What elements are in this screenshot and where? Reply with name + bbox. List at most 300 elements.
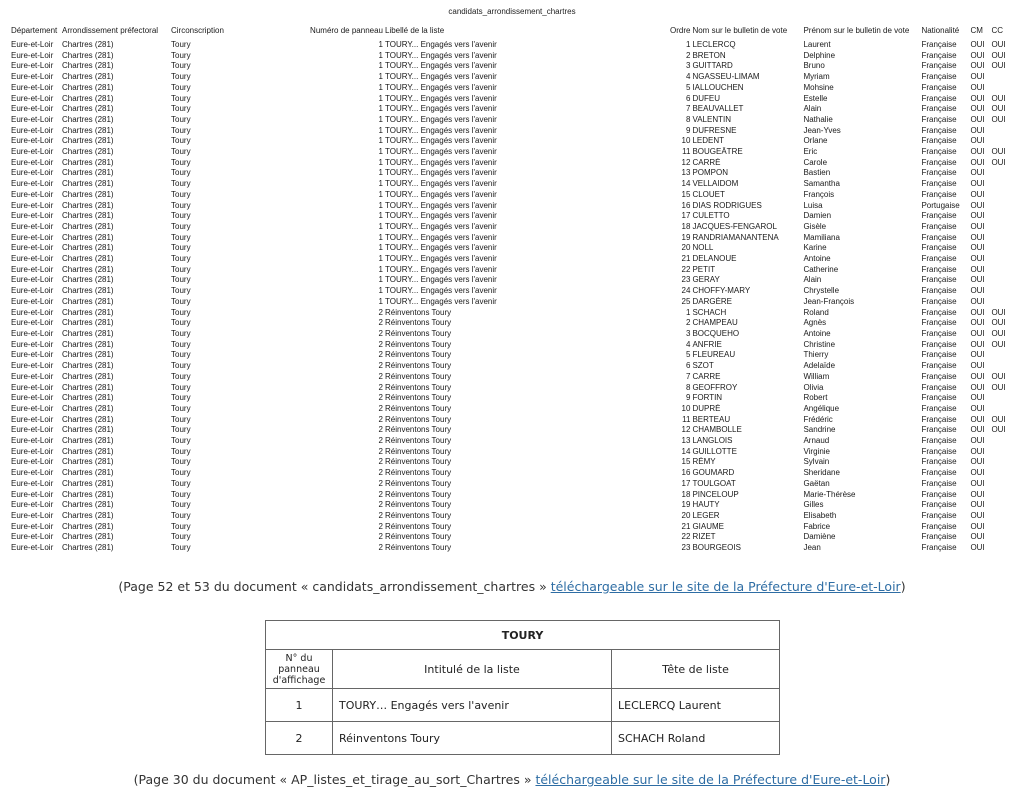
cell-nom: IALLOUCHEN [692,82,744,92]
cell-nationalite: Française [921,543,957,553]
cell-circonscription: Toury [171,543,191,553]
cell-cc: OUI [991,328,1006,338]
cell-ordre: 24 [681,286,691,296]
cell-cc [991,179,1011,190]
cell-cc [991,168,1011,179]
col-header-arrondissement: Arrondissement préfectoral [62,25,159,35]
cell-nationalite: Française [921,147,957,157]
cell-nom: RANDRIAMANANTENA [692,232,779,242]
cell-prenom: Antoine [803,254,831,264]
cell-departement: Eure-et-Loir [11,371,54,381]
cell-numero-panneau: 2 [378,446,383,456]
cell-nationalite: Française [921,114,957,124]
candidate-row [11,275,1011,286]
caption-1-suffix: ) [900,579,906,594]
cell-libelle-liste: Réinventons Toury [385,436,452,446]
candidates-header-row [11,25,1011,40]
prefecture-link-1[interactable]: téléchargeable sur le site de la Préfecture d'Eure-et-Loir [550,579,901,594]
cell-departement: Eure-et-Loir [11,211,54,221]
cell-libelle-liste: Réinventons Toury [385,307,452,317]
cell-ordre: 8 [686,382,691,392]
cell-numero-panneau: 2 [378,457,383,467]
cell-arrondissement: Chartres (281) [62,82,114,92]
cell-prenom: Frédéric [803,414,833,424]
cell-departement: Eure-et-Loir [11,543,54,553]
cell-prenom: Carole [803,157,828,167]
cell-departement: Eure-et-Loir [11,489,54,499]
cell-departement: Eure-et-Loir [11,275,54,285]
cell-nationalite: Française [921,446,957,456]
cell-ordre: 6 [686,361,691,371]
caption-2-text: (Page 30 du document « AP_listes_et_tirage_au_sort_Chartres » [133,772,536,787]
cell-numero-panneau: 2 [378,425,383,435]
cell-nom: RÉMY [692,457,716,467]
cell-ordre: 17 [681,478,691,488]
cell-prenom: Adelaïde [803,361,836,371]
toury-table-row [266,689,780,722]
cell-prenom: Eric [803,147,818,157]
cell-nom: NGASSEU-LIMAM [692,72,760,82]
cell-numero-panneau: 1 [378,232,383,242]
cell-libelle-liste: Réinventons Toury [385,361,452,371]
cell-nom: PETIT [692,264,716,274]
cell-arrondissement: Chartres (281) [62,275,114,285]
cell-departement: Eure-et-Loir [11,339,54,349]
cell-numero-panneau: 1 [378,157,383,167]
cell-libelle-liste: TOURY... Engagés vers l'avenir [385,104,497,114]
cell-numero-panneau: 2 [378,361,383,371]
cell-departement: Eure-et-Loir [11,189,54,199]
cell-numero-panneau: 1 [378,40,383,49]
cell-circonscription: Toury [171,61,191,71]
cell-libelle-liste: Réinventons Toury [385,350,452,360]
cell-cc: OUI [991,339,1006,349]
cell-cm: OUI [970,275,985,285]
candidate-row [11,72,1011,83]
cell-libelle-liste: Réinventons Toury [385,489,452,499]
cell-cc: OUI [991,157,1006,167]
col-header-ordre: Ordre [670,25,691,35]
cell-departement: Eure-et-Loir [11,382,54,392]
cell-cc: OUI [991,382,1006,392]
cell-circonscription: Toury [171,275,191,285]
cell-cm: OUI [970,200,985,210]
cell-arrondissement: Chartres (281) [62,179,114,189]
cell-circonscription: Toury [171,468,191,478]
cell-cc [991,479,1011,490]
cell-numero-panneau: 1 [378,61,383,71]
cell-numero-panneau: 1 [378,189,383,199]
panel-number: 1 [266,689,333,722]
cell-nationalite: Française [921,414,957,424]
candidate-row [11,201,1011,212]
cell-libelle-liste: TOURY... Engagés vers l'avenir [385,61,497,71]
cell-arrondissement: Chartres (281) [62,361,114,371]
candidate-row [11,115,1011,126]
cell-prenom: Chrystelle [803,286,840,296]
cell-nationalite: Française [921,211,957,221]
cell-departement: Eure-et-Loir [11,446,54,456]
cell-departement: Eure-et-Loir [11,318,54,328]
cell-numero-panneau: 2 [378,393,383,403]
cell-departement: Eure-et-Loir [11,403,54,413]
cell-ordre: 12 [681,425,691,435]
cell-numero-panneau: 2 [378,328,383,338]
cell-arrondissement: Chartres (281) [62,232,114,242]
col-header-departement: Département [11,25,58,35]
cell-nationalite: Française [921,393,957,403]
cell-departement: Eure-et-Loir [11,521,54,531]
cell-numero-panneau: 1 [378,200,383,210]
cell-cc: OUI [991,307,1006,317]
cell-numero-panneau: 1 [378,254,383,264]
cell-libelle-liste: TOURY... Engagés vers l'avenir [385,254,497,264]
cell-cm: OUI [970,136,985,146]
cell-nationalite: Française [921,189,957,199]
cell-ordre: 13 [681,436,691,446]
cell-circonscription: Toury [171,168,191,178]
cell-prenom: Karine [803,243,827,253]
cell-nationalite: Française [921,339,957,349]
cell-arrondissement: Chartres (281) [62,264,114,274]
cell-numero-panneau: 2 [378,510,383,520]
cell-prenom: Gilles [803,500,824,510]
cell-nom: PINCELOUP [692,489,739,499]
cell-departement: Eure-et-Loir [11,82,54,92]
cell-ordre: 19 [681,500,691,510]
cell-prenom: Delphine [803,50,836,60]
cell-nationalite: Française [921,318,957,328]
cell-departement: Eure-et-Loir [11,307,54,317]
cell-nom: DARGÈRE [692,296,733,306]
cell-nom: FORTIN [692,393,723,403]
col-header-circonscription: Circonscription [171,25,224,35]
cell-nom: DELANOUE [692,254,737,264]
cell-departement: Eure-et-Loir [11,50,54,60]
cell-ordre: 5 [686,82,691,92]
cell-cc [991,297,1011,308]
cell-ordre: 3 [686,328,691,338]
cell-nom: SZOT [692,361,714,371]
cell-libelle-liste: Réinventons Toury [385,510,452,520]
cell-cm: OUI [970,521,985,531]
cell-cc: OUI [991,114,1006,124]
cell-departement: Eure-et-Loir [11,221,54,231]
candidate-row [11,383,1011,394]
cell-circonscription: Toury [171,243,191,253]
candidate-row [11,190,1011,201]
cell-libelle-liste: TOURY... Engagés vers l'avenir [385,114,497,124]
source-caption-2 [0,772,1024,787]
candidate-row [11,168,1011,179]
cell-cm: OUI [970,189,985,199]
cell-nom: DUFEU [692,93,721,103]
cell-numero-panneau: 1 [378,72,383,82]
col-header-nationalite: Nationalité [921,25,960,35]
cell-arrondissement: Chartres (281) [62,425,114,435]
header-panel-number: N° du panneau d'affichage [266,650,333,689]
cell-nom: LANGLOIS [692,436,733,446]
cell-cc [991,254,1011,265]
cell-cc [991,190,1011,201]
cell-nom: JACQUES-FENGAROL [692,221,777,231]
cell-nom: GUILLOTTE [692,446,737,456]
cell-libelle-liste: Réinventons Toury [385,425,452,435]
cell-circonscription: Toury [171,104,191,114]
cell-ordre: 19 [681,232,691,242]
candidate-row [11,40,1011,51]
candidate-row [11,457,1011,468]
cell-circonscription: Toury [171,328,191,338]
cell-prenom: Orlane [803,136,828,146]
cell-cc [991,83,1011,94]
candidate-row [11,233,1011,244]
candidate-row [11,265,1011,276]
cell-arrondissement: Chartres (281) [62,114,114,124]
cell-nationalite: Française [921,232,957,242]
cell-departement: Eure-et-Loir [11,264,54,274]
cell-cm: OUI [970,147,985,157]
header-list-title: Intitulé de la liste [333,650,612,689]
cell-libelle-liste: TOURY... Engagés vers l'avenir [385,147,497,157]
candidate-row [11,372,1011,383]
cell-nom: VALENTIN [692,114,731,124]
candidate-row [11,329,1011,340]
cell-arrondissement: Chartres (281) [62,339,114,349]
cell-nom: CLOUET [692,189,725,199]
cell-ordre: 22 [681,264,691,274]
cell-circonscription: Toury [171,211,191,221]
cell-numero-panneau: 2 [378,382,383,392]
cell-ordre: 10 [681,136,691,146]
cell-nationalite: Française [921,286,957,296]
cell-circonscription: Toury [171,136,191,146]
cell-arrondissement: Chartres (281) [62,157,114,167]
cell-circonscription: Toury [171,361,191,371]
cell-nationalite: Française [921,489,957,499]
cell-circonscription: Toury [171,521,191,531]
cell-nationalite: Française [921,500,957,510]
cell-prenom: Sandrine [803,425,836,435]
cell-nom: GUITTARD [692,61,733,71]
cell-nom: GERAY [692,275,720,285]
cell-ordre: 11 [682,414,691,424]
col-header-prenom: Prénom sur le bulletin de vote [803,25,910,35]
cell-cm: OUI [970,414,985,424]
cell-nationalite: Française [921,361,957,371]
cell-departement: Eure-et-Loir [11,200,54,210]
cell-departement: Eure-et-Loir [11,510,54,520]
cell-departement: Eure-et-Loir [11,532,54,542]
cell-departement: Eure-et-Loir [11,93,54,103]
candidate-row [11,318,1011,329]
cell-departement: Eure-et-Loir [11,125,54,135]
cell-cm: OUI [970,82,985,92]
cell-circonscription: Toury [171,93,191,103]
candidate-row [11,222,1011,233]
cell-libelle-liste: Réinventons Toury [385,446,452,456]
cell-numero-panneau: 2 [378,403,383,413]
cell-nationalite: Française [921,264,957,274]
cell-nationalite: Française [921,275,957,285]
cell-arrondissement: Chartres (281) [62,50,114,60]
cell-prenom: Roland [803,307,829,317]
cell-cm: OUI [970,478,985,488]
cell-numero-panneau: 2 [378,339,383,349]
cell-cm: OUI [970,361,985,371]
cell-prenom: Antoine [803,328,831,338]
cell-nationalite: Française [921,254,957,264]
cell-cc [991,447,1011,458]
cell-cc [991,72,1011,83]
cell-arrondissement: Chartres (281) [62,350,114,360]
cell-numero-panneau: 1 [378,243,383,253]
cell-arrondissement: Chartres (281) [62,136,114,146]
cell-circonscription: Toury [171,350,191,360]
cell-departement: Eure-et-Loir [11,232,54,242]
cell-arrondissement: Chartres (281) [62,521,114,531]
cell-prenom: Elisabeth [803,510,837,520]
cell-circonscription: Toury [171,40,191,49]
cell-departement: Eure-et-Loir [11,500,54,510]
cell-libelle-liste: Réinventons Toury [385,457,452,467]
cell-prenom: Robert [803,393,828,403]
cell-ordre: 8 [686,114,691,124]
cell-ordre: 11 [682,147,691,157]
cell-cm: OUI [970,393,985,403]
cell-nom: POMPON [692,168,729,178]
cell-nationalite: Française [921,371,957,381]
cell-arrondissement: Chartres (281) [62,489,114,499]
cell-nom: HAUTY [692,500,720,510]
cell-cc [991,350,1011,361]
cell-cc [991,532,1011,543]
cell-arrondissement: Chartres (281) [62,403,114,413]
cell-nationalite: Française [921,307,957,317]
cell-ordre: 5 [686,350,691,360]
cell-cm: OUI [970,532,985,542]
cell-cm: OUI [970,457,985,467]
cell-arrondissement: Chartres (281) [62,328,114,338]
cell-nationalite: Française [921,532,957,542]
cell-numero-panneau: 2 [378,489,383,499]
cell-nom: LEDENT [692,136,725,146]
cell-cc [991,136,1011,147]
cell-libelle-liste: Réinventons Toury [385,403,452,413]
cell-ordre: 15 [681,189,691,199]
candidate-row [11,104,1011,115]
cell-ordre: 16 [681,200,691,210]
cell-nom: CHAMPEAU [692,318,738,328]
cell-departement: Eure-et-Loir [11,147,54,157]
cell-nom: TOULGOAT [692,478,736,488]
candidates-body [11,40,1011,554]
cell-nationalite: Française [921,125,957,135]
cell-circonscription: Toury [171,286,191,296]
cell-nom: LEGER [692,510,720,520]
cell-prenom: Laurent [803,40,831,49]
cell-ordre: 1 [686,40,691,49]
cell-circonscription: Toury [171,478,191,488]
cell-arrondissement: Chartres (281) [62,211,114,221]
cell-cm: OUI [970,350,985,360]
cell-circonscription: Toury [171,179,191,189]
cell-nationalite: Française [921,136,957,146]
cell-circonscription: Toury [171,125,191,135]
cell-nom: FLEUREAU [692,350,736,360]
cell-cm: OUI [970,243,985,253]
cell-numero-panneau: 1 [378,275,383,285]
cell-prenom: Sylvain [803,457,830,467]
cell-circonscription: Toury [171,500,191,510]
cell-numero-panneau: 1 [378,221,383,231]
cell-cc [991,468,1011,479]
cell-ordre: 23 [681,543,691,553]
candidate-row [11,522,1011,533]
cell-libelle-liste: TOURY... Engagés vers l'avenir [385,275,497,285]
cell-circonscription: Toury [171,147,191,157]
candidate-row [11,436,1011,447]
cell-departement: Eure-et-Loir [11,136,54,146]
cell-prenom: Mamiliana [803,232,840,242]
cell-prenom: Jean [803,543,821,553]
cell-nom: BERTEAU [692,414,731,424]
cell-cc [991,243,1011,254]
cell-circonscription: Toury [171,436,191,446]
cell-nationalite: Française [921,521,957,531]
cell-cm: OUI [970,382,985,392]
cell-arrondissement: Chartres (281) [62,296,114,306]
cell-ordre: 9 [686,393,691,403]
cell-nom: GIAUME [692,521,725,531]
cell-prenom: Mohsine [803,82,834,92]
cell-circonscription: Toury [171,307,191,317]
cell-numero-panneau: 2 [378,478,383,488]
cell-cm: OUI [970,72,985,82]
cell-numero-panneau: 2 [378,521,383,531]
cell-circonscription: Toury [171,50,191,60]
prefecture-link-2[interactable]: téléchargeable sur le site de la Préfecture d'Eure-et-Loir [535,772,886,787]
list-head: SCHACH Roland [612,722,780,755]
cell-circonscription: Toury [171,414,191,424]
cell-arrondissement: Chartres (281) [62,468,114,478]
cell-cm: OUI [970,50,985,60]
cell-cm: OUI [970,114,985,124]
cell-nom: DIAS RODRIGUES [692,200,762,210]
cell-nationalite: Française [921,510,957,520]
cell-ordre: 2 [686,50,691,60]
cell-cc [991,404,1011,415]
cell-numero-panneau: 1 [378,93,383,103]
cell-nationalite: Française [921,350,957,360]
cell-arrondissement: Chartres (281) [62,221,114,231]
candidate-row [11,61,1011,72]
cell-numero-panneau: 1 [378,147,383,157]
candidate-row [11,404,1011,415]
cell-cc: OUI [991,50,1006,60]
toury-table-row [266,722,780,755]
cell-circonscription: Toury [171,393,191,403]
cell-nom: CULETTO [692,211,730,221]
candidate-row [11,350,1011,361]
cell-libelle-liste: Réinventons Toury [385,478,452,488]
cell-circonscription: Toury [171,296,191,306]
caption-1-text: (Page 52 et 53 du document « candidats_arrondissement_chartres » [118,579,551,594]
cell-nationalite: Française [921,296,957,306]
cell-ordre: 1 [686,307,691,317]
cell-ordre: 18 [681,489,691,499]
candidate-row [11,425,1011,436]
